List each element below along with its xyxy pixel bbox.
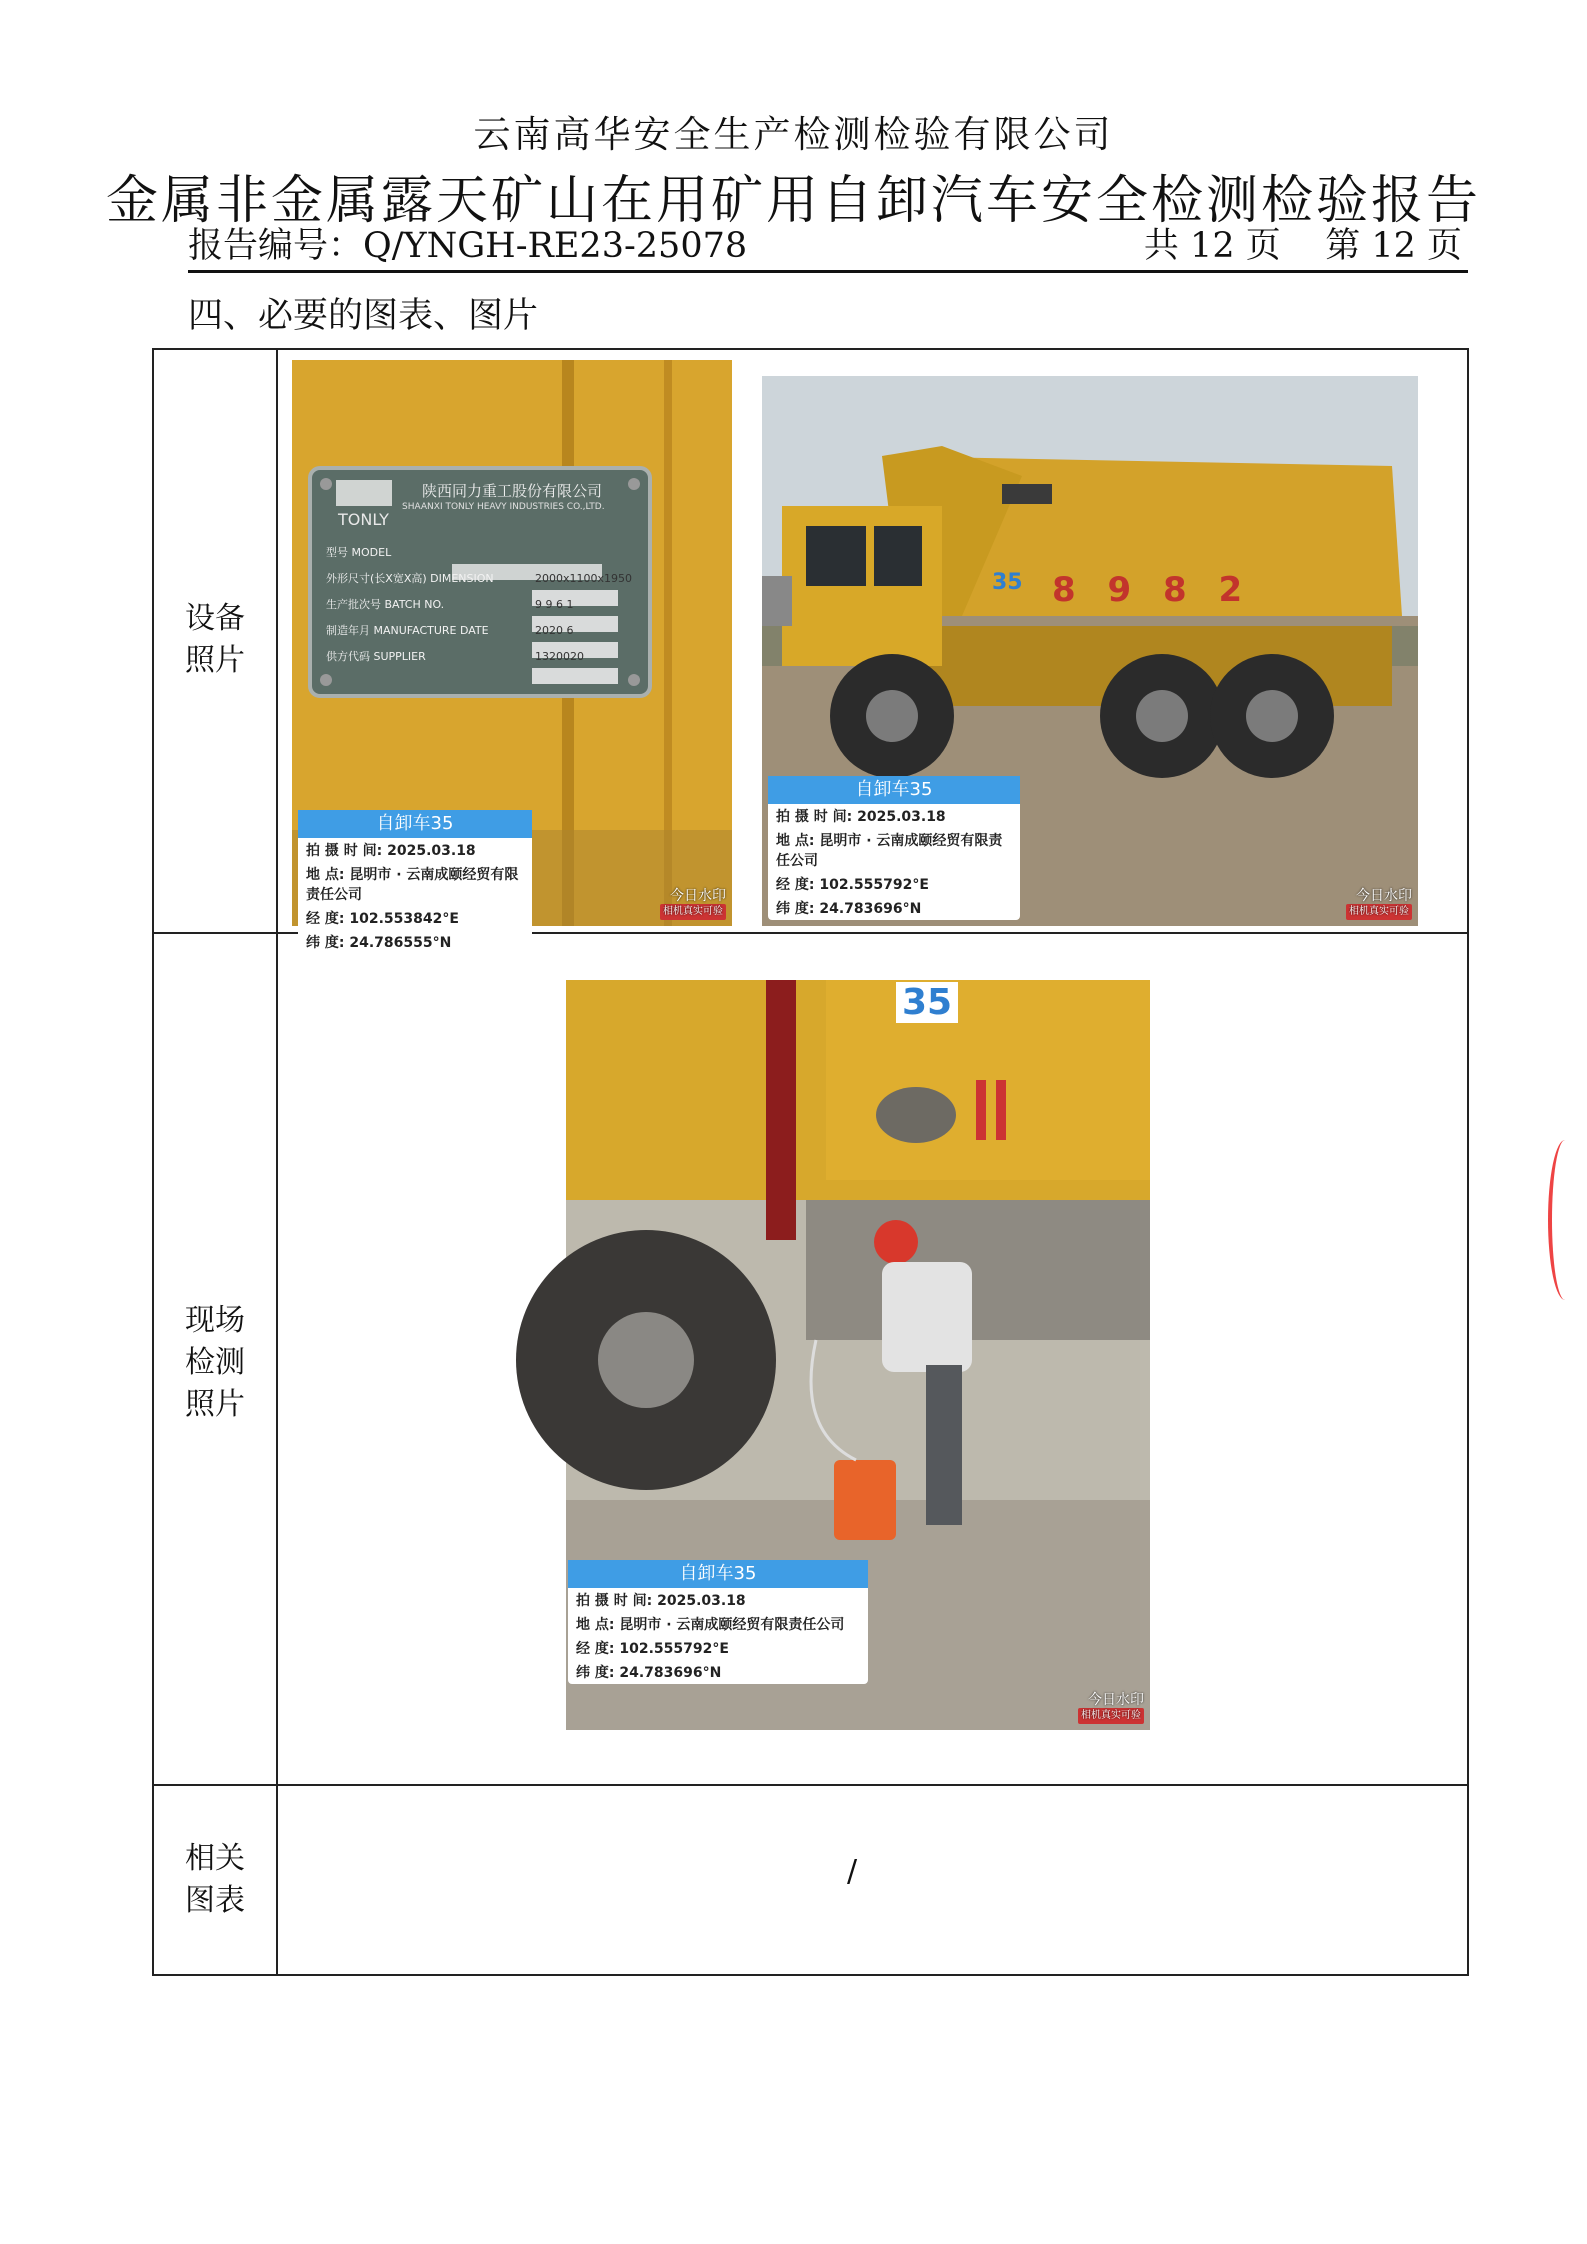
watermark-place-label: 地 点: <box>576 1617 615 1633</box>
truck-number: 35 <box>992 570 1023 595</box>
watermark-lon-label: 经 度: <box>576 1641 615 1657</box>
nameplate-company-en: SHAANXI TONLY HEAVY INDUSTRIES CO.,LTD. <box>402 502 605 512</box>
watermark-time-label: 拍 摄 时 间: <box>776 809 853 825</box>
empty-placeholder: / <box>847 1854 858 1889</box>
row-divider <box>154 1784 1467 1786</box>
watermark-place-label: 地 点: <box>776 833 815 849</box>
seal-edge-mark <box>1548 1140 1582 1300</box>
watermark-lat-label: 纬 度: <box>776 901 815 917</box>
row-label-equipment-photo: 设备 照片 <box>185 601 245 678</box>
watermark-lon-label: 经 度: <box>776 877 815 893</box>
watermark-place: 昆明市 · 云南成颐经贸有限责任公司 <box>776 833 1003 869</box>
nameplate-field: 生产批次号 BATCH NO. <box>326 598 445 611</box>
nameplate-value: 1320020 <box>535 650 584 663</box>
watermark-title: 自卸车35 <box>768 776 1020 804</box>
watermark-time: 2025.03.18 <box>657 1593 746 1609</box>
watermark-latitude: 24.783696°N <box>619 1665 722 1681</box>
nameplate-value: 2020 6 <box>535 624 574 637</box>
nameplate-field: 外形尺寸(长X宽X高) DIMENSION <box>326 572 494 585</box>
watermark-title: 自卸车35 <box>568 1560 868 1588</box>
report-number: 报告编号：Q/YNGH-RE23-25078 <box>188 226 748 266</box>
watermark-stamp <box>1346 888 1412 920</box>
column-divider <box>276 350 278 1974</box>
watermark-place: 昆明市 · 云南成颐经贸有限责任公司 <box>306 867 519 903</box>
stamp-main: 今日水印 <box>1088 1692 1144 1708</box>
watermark-place-label: 地 点: <box>306 867 345 883</box>
stamp-sub: 相机真实可验 <box>1346 904 1412 920</box>
watermark-place: 昆明市 · 云南成颐经贸有限责任公司 <box>619 1617 845 1633</box>
nameplate-field: 供方代码 SUPPLIER <box>326 650 426 663</box>
company-name: 云南高华安全生产检测检验有限公司 <box>473 113 1114 156</box>
row-label-site-test-photo: 现场 检测 照片 <box>185 1303 245 1422</box>
watermark-title: 自卸车35 <box>298 810 532 838</box>
stamp-main: 今日水印 <box>1356 888 1412 904</box>
site-test-photo <box>566 980 1150 1730</box>
watermark-longitude: 102.553842°E <box>349 911 459 927</box>
watermark-stamp <box>660 888 726 920</box>
nameplate-field: 制造年月 MANUFACTURE DATE <box>326 624 489 637</box>
photo-watermark <box>568 1560 868 1684</box>
watermark-stamp <box>1078 1692 1144 1724</box>
nameplate-brand: TONLY <box>338 510 389 529</box>
nameplate-value: 2000x1100x1950 <box>535 572 633 585</box>
nameplate-company-cn: 陕西同力重工股份有限公司 <box>422 482 603 500</box>
nameplate-value: 9 9 6 1 <box>535 598 574 611</box>
nameplate-photo <box>292 360 732 951</box>
watermark-lon-label: 经 度: <box>306 911 345 927</box>
section-title: 四、必要的图表、图片 <box>188 296 539 336</box>
nameplate-field: 型号 MODEL <box>326 546 392 559</box>
nameplate-values <box>535 566 632 670</box>
watermark-time-label: 拍 摄 时 间: <box>576 1593 653 1609</box>
watermark-time: 2025.03.18 <box>387 843 476 859</box>
row-label-related-charts: 相关 图表 <box>185 1841 245 1918</box>
watermark-longitude: 102.555792°E <box>619 1641 729 1657</box>
truck-number: 35 <box>896 982 958 1023</box>
stamp-sub: 相机真实可验 <box>660 904 726 920</box>
report-meta-row <box>188 218 1468 273</box>
watermark-latitude: 24.786555°N <box>349 935 452 951</box>
watermark-lat-label: 纬 度: <box>306 935 345 951</box>
stamp-sub: 相机真实可验 <box>1078 1708 1144 1724</box>
truck-side-photo <box>762 376 1418 926</box>
watermark-time: 2025.03.18 <box>857 809 946 825</box>
photo-watermark <box>298 810 532 954</box>
stamp-main: 今日水印 <box>670 888 726 904</box>
page-count: 共 12 页 第 12 页 <box>1143 226 1462 266</box>
figure-table <box>152 348 1469 1976</box>
watermark-latitude: 24.783696°N <box>819 901 922 917</box>
photo-watermark <box>768 776 1020 920</box>
nameplate-fields <box>326 540 494 670</box>
watermark-lat-label: 纬 度: <box>576 1665 615 1681</box>
report-title: 金属非金属露天矿山在用矿用自卸汽车安全检测检验报告 <box>105 171 1481 231</box>
truck-body-number: 8 9 8 2 <box>1052 570 1253 610</box>
watermark-time-label: 拍 摄 时 间: <box>306 843 383 859</box>
watermark-longitude: 102.555792°E <box>819 877 929 893</box>
